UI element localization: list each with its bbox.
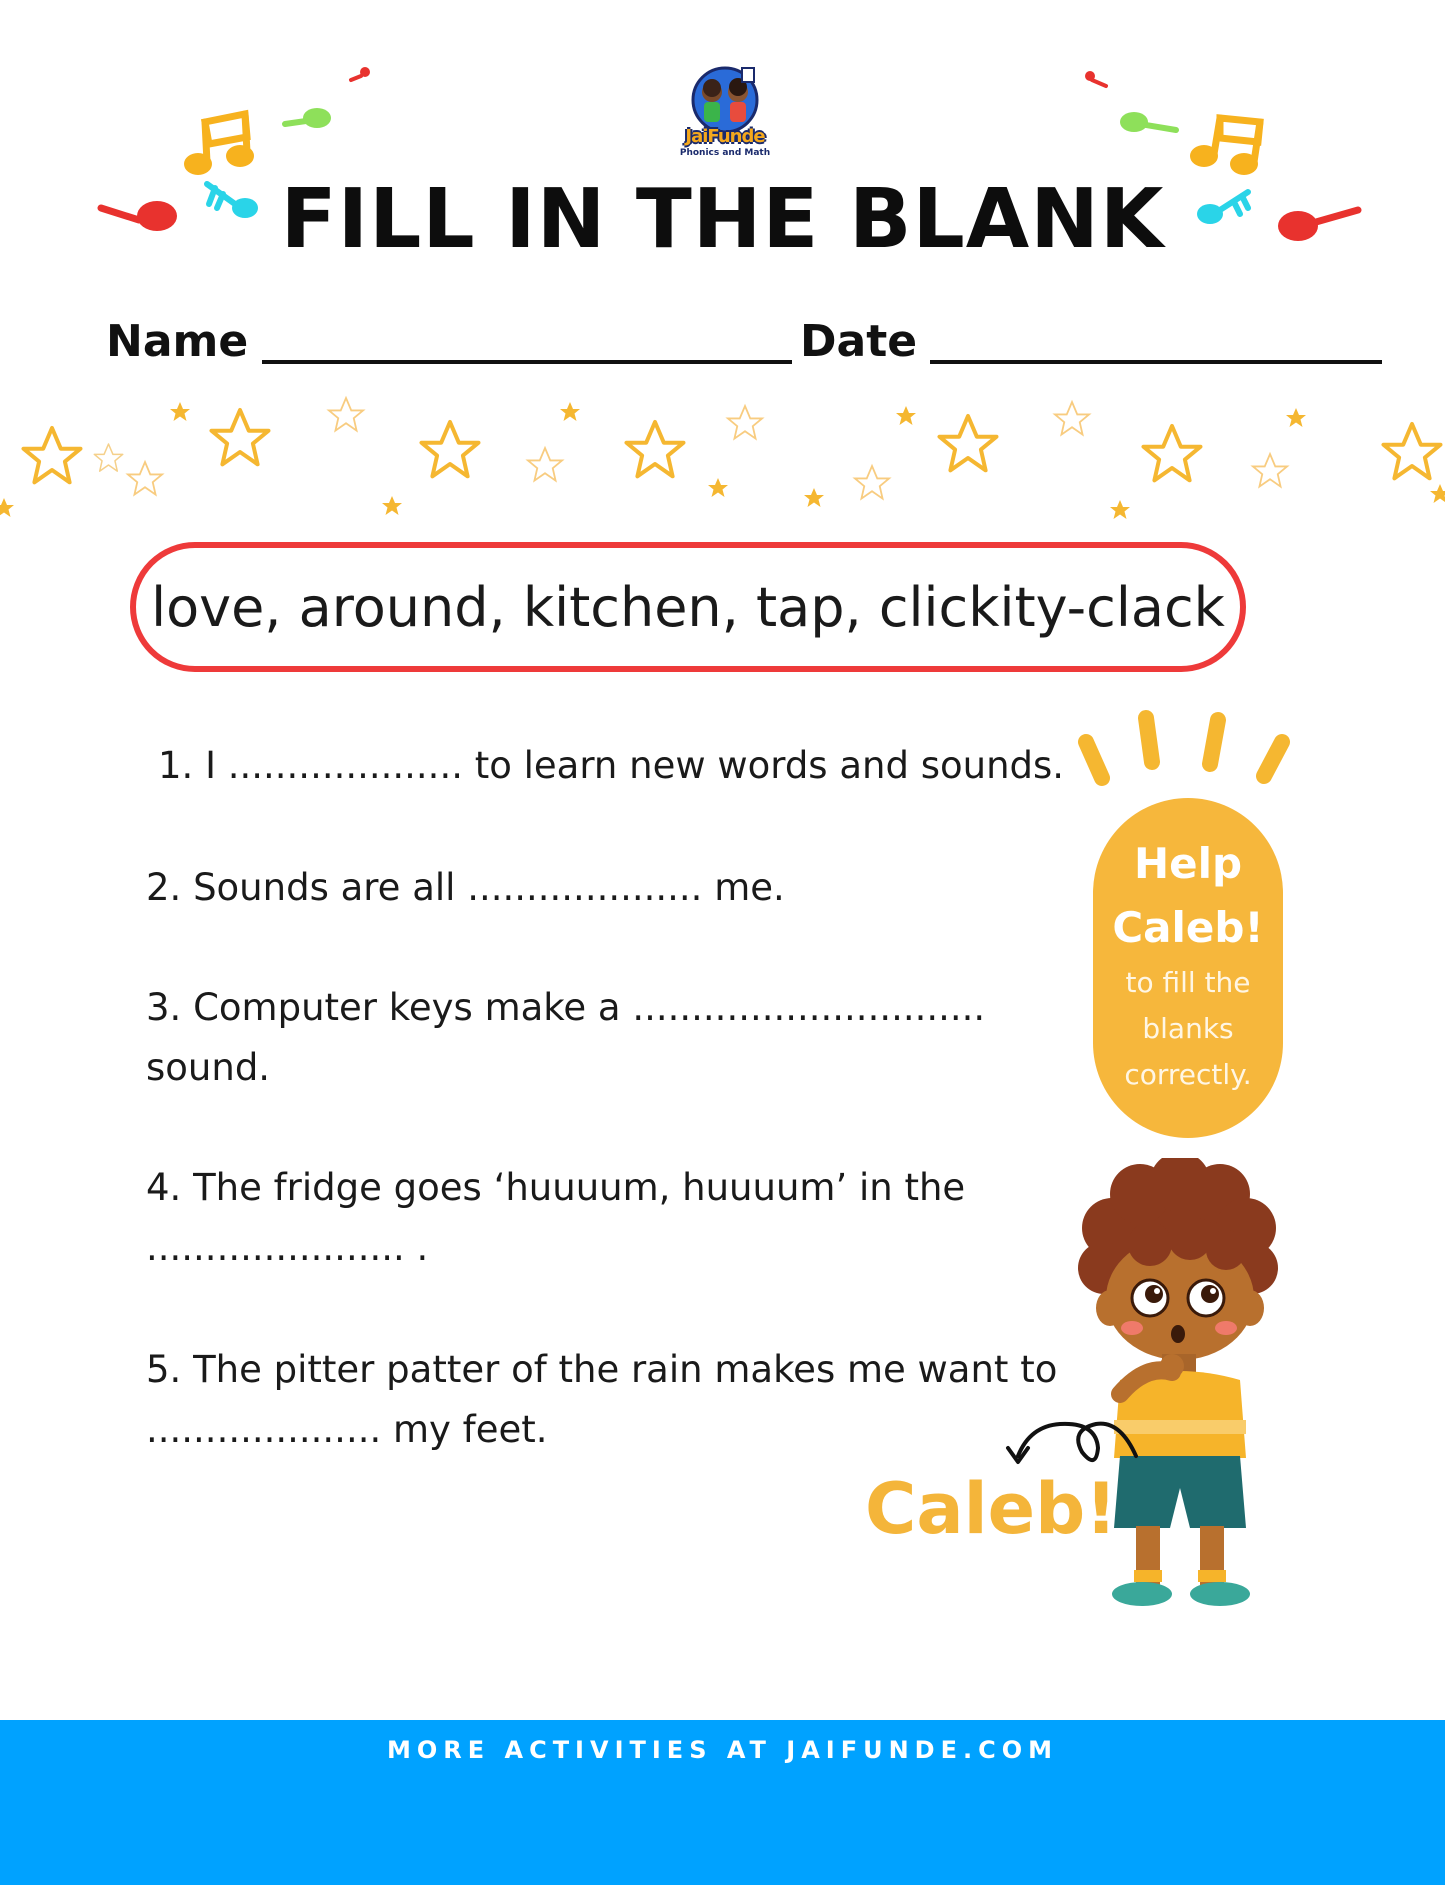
question-2-text: 2. Sounds are all .................... me. <box>146 866 785 909</box>
question-3-line-2: sound. <box>146 1046 271 1089</box>
question-4 <box>146 1158 965 1278</box>
stars-decoration-icon <box>0 390 1445 530</box>
question-5-line-2: .................... my feet. <box>146 1408 548 1451</box>
question-1-text: 1. I .................... to learn new words and sounds. <box>158 744 1065 787</box>
logo-brand-text: JaiFunde <box>685 126 765 147</box>
help-sub-line-1: to fill the <box>1125 966 1251 999</box>
question-3-line-1: 3. Computer keys make a .............................. <box>146 986 986 1029</box>
name-field[interactable] <box>262 360 792 364</box>
page-title: FILL IN THE BLANK <box>280 172 1165 267</box>
logo-kids-icon <box>670 62 780 132</box>
date-field[interactable] <box>930 360 1382 364</box>
date-label: Date <box>800 316 918 367</box>
help-sub-line-2: blanks <box>1142 1012 1234 1045</box>
question-3 <box>146 978 985 1098</box>
logo-tagline: Phonics and Math <box>679 148 771 158</box>
question-5-line-1: 5. The pitter patter of the rain makes me want to <box>146 1348 1058 1391</box>
jaifunde-logo <box>670 62 780 158</box>
help-bubble <box>1093 798 1283 1138</box>
question-1 <box>158 736 1064 796</box>
attention-rays-icon <box>1070 706 1310 796</box>
help-sub-line-3: correctly. <box>1124 1058 1252 1091</box>
question-2 <box>146 858 785 918</box>
help-title-line-1: Help <box>1133 839 1243 888</box>
question-5 <box>146 1340 1057 1460</box>
question-4-line-1: 4. The fridge goes ‘huuuum, huuuum’ in the <box>146 1166 966 1209</box>
help-title-line-2: Caleb! <box>1112 903 1264 952</box>
caleb-label: Caleb! <box>865 1468 1118 1550</box>
question-4-line-2: ...................... . <box>146 1226 429 1269</box>
name-label: Name <box>106 316 249 367</box>
word-bank: love, around, kitchen, tap, clickity-clack <box>130 542 1246 672</box>
caleb-character-icon <box>1050 1158 1300 1628</box>
footer-link[interactable]: MORE ACTIVITIES AT JAIFUNDE.COM <box>386 1736 1058 1764</box>
